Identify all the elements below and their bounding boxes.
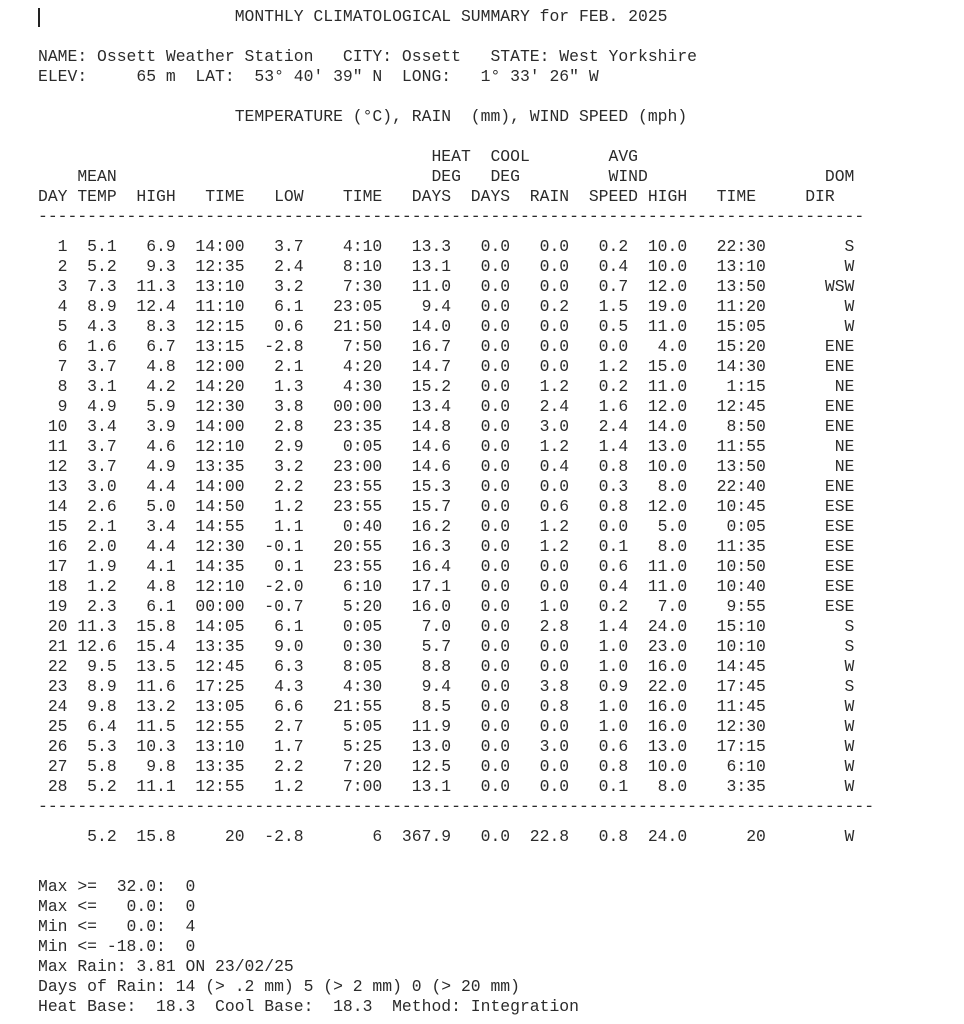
blank-line bbox=[38, 857, 948, 877]
table-row: 21 12.6 15.4 13:35 9.0 0:30 5.7 0.0 0.0 1.0 23.0 10:10 S bbox=[38, 637, 855, 656]
table-row: 10 3.4 3.9 14:00 2.8 23:35 14.8 0.0 3.0 2.4 14.0 8:50 ENE bbox=[38, 417, 855, 436]
table-row: 26 5.3 10.3 13:10 1.7 5:25 13.0 0.0 3.0 0.6 13.0 17:15 W bbox=[38, 737, 855, 756]
table-row: 6 1.6 6.7 13:15 -2.8 7:50 16.7 0.0 0.0 0.0 4.0 15:20 ENE bbox=[38, 337, 855, 356]
table-row: 23 8.9 11.6 17:25 4.3 4:30 9.4 0.0 3.8 0.9 22.0 17:45 S bbox=[38, 677, 855, 696]
blank-line bbox=[38, 87, 948, 107]
table-row: 8 3.1 4.2 14:20 1.3 4:30 15.2 0.0 1.2 0.2 11.0 1:15 NE bbox=[38, 377, 855, 396]
table-row: 4 8.9 12.4 11:10 6.1 23:05 9.4 0.0 0.2 1.5 19.0 11:20 W bbox=[38, 297, 855, 316]
column-header-line-2: MEAN DEG DEG WIND DOM bbox=[38, 167, 855, 186]
table-row: 27 5.8 9.8 13:35 2.2 7:20 12.5 0.0 0.0 0.8 10.0 6:10 W bbox=[38, 757, 855, 776]
column-header-line-3: DAY TEMP HIGH TIME LOW TIME DAYS DAYS RAIN SPEED HIGH TIME DIR bbox=[38, 187, 835, 206]
blank-line bbox=[38, 817, 948, 827]
separator-line: ------------------------------------------------------------------------------------ bbox=[38, 207, 865, 226]
table-row: 16 2.0 4.4 12:30 -0.1 20:55 16.3 0.0 1.2 0.1 8.0 11:35 ESE bbox=[38, 537, 855, 556]
table-row: 2 5.2 9.3 12:35 2.4 8:10 13.1 0.0 0.0 0.4 10.0 13:10 W bbox=[38, 257, 855, 276]
data-table bbox=[38, 237, 948, 797]
separator-line: ------------------------------------------------------------------------------------- bbox=[38, 797, 875, 816]
table-row: 14 2.6 5.0 14:50 1.2 23:55 15.7 0.0 0.6 0.8 12.0 10:45 ESE bbox=[38, 497, 855, 516]
units-line: TEMPERATURE (°C), RAIN (mm), WIND SPEED (mph) bbox=[38, 107, 688, 126]
table-row: 7 3.7 4.8 12:00 2.1 4:20 14.7 0.0 0.0 1.2 15.0 14:30 ENE bbox=[38, 357, 855, 376]
table-row: 18 1.2 4.8 12:10 -2.0 6:10 17.1 0.0 0.0 0.4 11.0 10:40 ESE bbox=[38, 577, 855, 596]
table-row: 19 2.3 6.1 00:00 -0.7 5:20 16.0 0.0 1.0 0.2 7.0 9:55 ESE bbox=[38, 597, 855, 616]
table-row: 24 9.8 13.2 13:05 6.6 21:55 8.5 0.0 0.8 1.0 16.0 11:45 W bbox=[38, 697, 855, 716]
table-row: 12 3.7 4.9 13:35 3.2 23:00 14.6 0.0 0.4 0.8 10.0 13:50 NE bbox=[38, 457, 855, 476]
stat-line: Min <= 0.0: 4 bbox=[38, 917, 196, 936]
table-row: 1 5.1 6.9 14:00 3.7 4:10 13.3 0.0 0.0 0.2 10.0 22:30 S bbox=[38, 237, 855, 256]
table-row: 3 7.3 11.3 13:10 3.2 7:30 11.0 0.0 0.0 0.7 12.0 13:50 WSW bbox=[38, 277, 855, 296]
stat-line: Heat Base: 18.3 Cool Base: 18.3 Method: Integration bbox=[38, 997, 579, 1016]
blank-line bbox=[38, 27, 948, 47]
table-row: 11 3.7 4.6 12:10 2.9 0:05 14.6 0.0 1.2 1.4 13.0 11:55 NE bbox=[38, 437, 855, 456]
report-title: MONTHLY CLIMATOLOGICAL SUMMARY for FEB. 2025 bbox=[38, 7, 668, 26]
table-row: 9 4.9 5.9 12:30 3.8 00:00 13.4 0.0 2.4 1.6 12.0 12:45 ENE bbox=[38, 397, 855, 416]
table-row: 22 9.5 13.5 12:45 6.3 8:05 8.8 0.0 0.0 1.0 16.0 14:45 W bbox=[38, 657, 855, 676]
station-info-line: NAME: Ossett Weather Station CITY: Ossett STATE: West Yorkshire bbox=[38, 47, 698, 66]
stat-line: Min <= -18.0: 0 bbox=[38, 937, 196, 956]
table-row: 13 3.0 4.4 14:00 2.2 23:55 15.3 0.0 0.0 0.3 8.0 22:40 ENE bbox=[38, 477, 855, 496]
stats-block bbox=[38, 877, 948, 1017]
blank-line bbox=[38, 127, 948, 147]
table-row: 28 5.2 11.1 12:55 1.2 7:00 13.1 0.0 0.0 0.1 8.0 3:35 W bbox=[38, 777, 855, 796]
table-row: 15 2.1 3.4 14:55 1.1 0:40 16.2 0.0 1.2 0.0 5.0 0:05 ESE bbox=[38, 517, 855, 536]
climate-report bbox=[38, 7, 948, 1017]
table-row: 5 4.3 8.3 12:15 0.6 21:50 14.0 0.0 0.0 0.5 11.0 15:05 W bbox=[38, 317, 855, 336]
summary-row: 5.2 15.8 20 -2.8 6 367.9 0.0 22.8 0.8 24.0 20 W bbox=[38, 827, 855, 846]
table-row: 20 11.3 15.8 14:05 6.1 0:05 7.0 0.0 2.8 1.4 24.0 15:10 S bbox=[38, 617, 855, 636]
stat-line: Days of Rain: 14 (> .2 mm) 5 (> 2 mm) 0 (> 20 mm) bbox=[38, 977, 520, 996]
stat-line: Max >= 32.0: 0 bbox=[38, 877, 196, 896]
table-row: 17 1.9 4.1 14:35 0.1 23:55 16.4 0.0 0.0 0.6 11.0 10:50 ESE bbox=[38, 557, 855, 576]
blank-line bbox=[38, 847, 948, 857]
stat-line: Max <= 0.0: 0 bbox=[38, 897, 196, 916]
stat-line: Max Rain: 3.81 ON 23/02/25 bbox=[38, 957, 294, 976]
blank-line bbox=[38, 227, 948, 237]
column-header-line-1: HEAT COOL AVG bbox=[38, 147, 638, 166]
location-line: ELEV: 65 m LAT: 53° 40' 39" N LONG: 1° 33' 26" W bbox=[38, 67, 599, 86]
table-row: 25 6.4 11.5 12:55 2.7 5:05 11.9 0.0 0.0 1.0 16.0 12:30 W bbox=[38, 717, 855, 736]
